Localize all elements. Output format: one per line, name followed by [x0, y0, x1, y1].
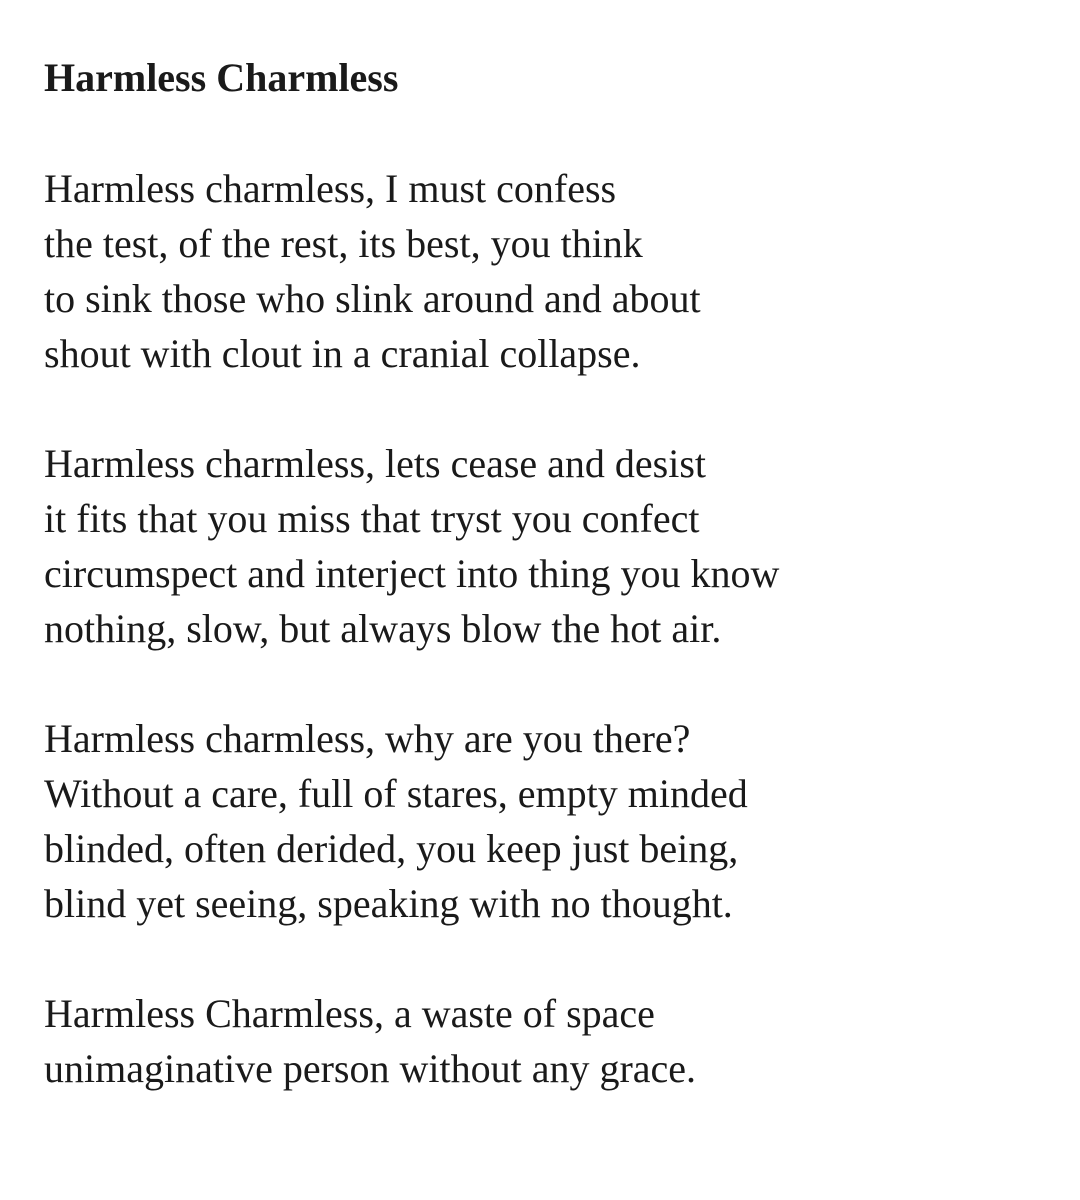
poem-line: Without a care, full of stares, empty minded [44, 771, 748, 816]
poem-title: Harmless Charmless [44, 55, 399, 100]
poem-body [44, 161, 1044, 1096]
stanza-2 [44, 436, 1044, 656]
stanza-3 [44, 711, 1044, 931]
poem-line: unimaginative person without any grace. [44, 1046, 697, 1091]
poem-page [44, 52, 1044, 1096]
poem-line: nothing, slow, but always blow the hot air. [44, 606, 722, 651]
stanza-1 [44, 161, 1044, 381]
poem-line: shout with clout in a cranial collapse. [44, 331, 641, 376]
poem-line: blind yet seeing, speaking with no thought. [44, 881, 733, 926]
poem-line: Harmless charmless, I must confess [44, 166, 617, 211]
poem-line: circumspect and interject into thing you know [44, 551, 780, 596]
poem-line: Harmless charmless, lets cease and desist [44, 441, 707, 486]
poem-line: Harmless charmless, why are you there? [44, 716, 691, 761]
stanza-4 [44, 986, 1044, 1096]
poem-line: Harmless Charmless, a waste of space [44, 991, 655, 1036]
poem-line: the test, of the rest, its best, you think [44, 221, 643, 266]
poem-line: to sink those who slink around and about [44, 276, 701, 321]
poem-line: blinded, often derided, you keep just being, [44, 826, 739, 871]
poem-line: it fits that you miss that tryst you confect [44, 496, 700, 541]
